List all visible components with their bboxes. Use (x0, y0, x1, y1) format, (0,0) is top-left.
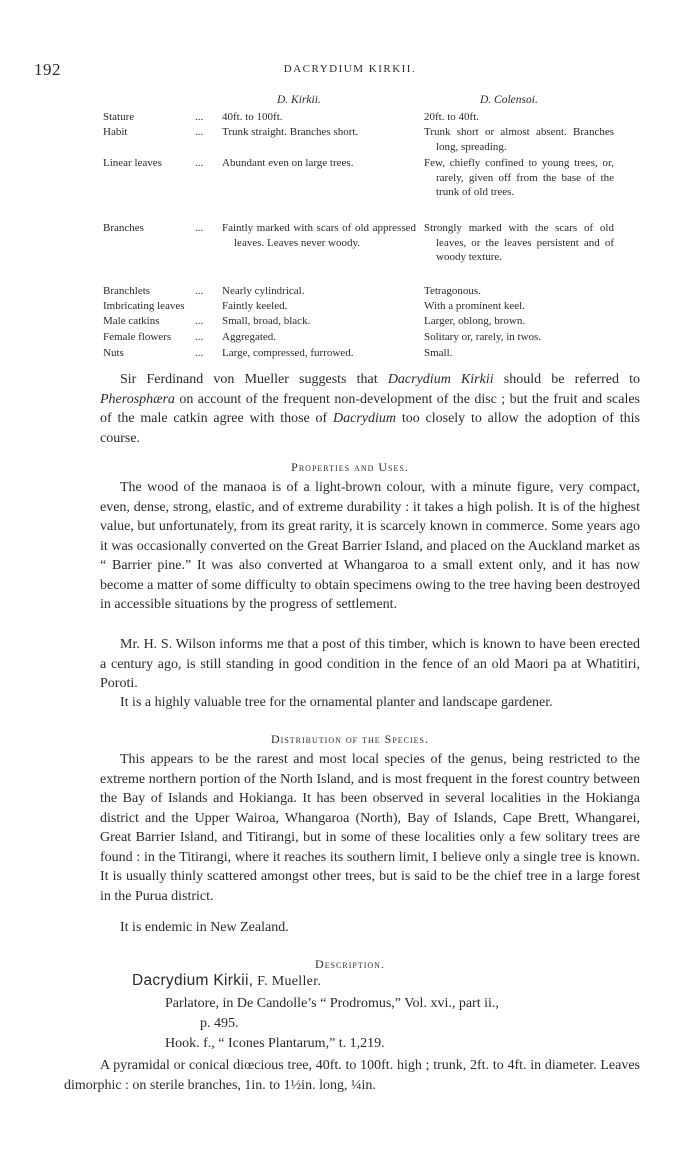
paragraph-wood: The wood of the manaoa is of a light-brown colour, with a minute figure, very compact, even, dense, strong, elastic, and of extreme durability : it takes a high polish. It is of the highest value, but unfortunately, from its great rarity, it is scarcely known in commerce. Some years ago it was occasionally converted on the Great Barrier Island, and placed on the Auckland market as “ Barrier pine.” It was also converted at Whangaroa to a small extent only, and it has now become a matter of some difficulty to obtain specimens owing to the tree having been destroyed in accessible situations by the progress of settlement. (100, 480, 640, 612)
running-head: DACRYDIUM KIRKII. (283, 63, 417, 75)
kirkii-cell: Faintly keeled. (222, 300, 288, 312)
colensoi-cell: With a prominent keel. (424, 300, 525, 312)
kirkii-cell: Faintly marked with scars of old appressed leaves. Leaves never woody. (222, 222, 416, 249)
paragraph-description: A pyramidal or conical diœcious tree, 40ft. to 100ft. high ; trunk, 2ft. to 4ft. in diameter. Leaves dimorphic : on sterile branches, 1in. to 1½in. long, ¼in. (64, 1058, 640, 1093)
synonymy-hooker: Hook. f., “ Icones Plantarum,” t. 1,219. (165, 1036, 385, 1051)
colensoi-cell: Larger, oblong, brown. (424, 315, 526, 327)
paragraph-endemic: It is endemic in New Zealand. (120, 920, 289, 935)
kirkii-cell: Small, broad, black. (222, 315, 311, 327)
colensoi-cell: Few, chiefly confined to young trees, or, rarely, given off from the base of the trunk of old trees. (424, 157, 614, 198)
colensoi-cell: Tetragonous. (424, 285, 481, 297)
row-label: Linear leaves ... (103, 157, 204, 169)
row-label: Female flowers ... (103, 331, 204, 343)
section-heading-description: Description. (315, 957, 385, 971)
paragraph-wilson: Mr. H. S. Wilson informs me that a post of this timber, which is known to have been erected a century ago, is still standing in good condition in the fence of an old Maori pa at Whatitiri, Poroti. (100, 637, 640, 691)
colensoi-cell: Trunk short or almost absent. Branches long, spreading. (424, 126, 614, 153)
kirkii-cell: 40ft. to 100ft. (222, 111, 283, 123)
species-name: Dacrydium Kirkii, F. Mueller. (132, 972, 322, 989)
synonymy-parlatore: Parlatore, in De Candolle’s “ Prodromus,” Vol. xvi., part ii., p. 495. (165, 996, 499, 1031)
colensoi-cell: Small. (424, 347, 453, 359)
page-number: 192 (34, 60, 61, 79)
kirkii-cell: Nearly cylindrical. (222, 285, 305, 297)
kirkii-cell: Aggregated. (222, 331, 277, 343)
colensoi-cell: Solitary or, rarely, in twos. (424, 331, 542, 343)
kirkii-cell: Abundant even on large trees. (222, 157, 354, 169)
kirkii-cell: Trunk straight. Branches short. (222, 126, 359, 138)
colensoi-cell: 20ft. to 40ft. (424, 111, 479, 123)
column-header-colensoi: D. Colensoi. (480, 94, 538, 106)
row-label: Nuts ... (103, 347, 204, 359)
row-label: Male catkins ... (103, 315, 204, 327)
row-label: Branchlets ... (103, 285, 204, 297)
section-heading-properties: Properties and Uses. (291, 460, 409, 474)
kirkii-cell: Large, compressed, furrowed. (222, 347, 354, 359)
row-label: Imbricating leaves (103, 300, 185, 312)
row-label: Stature ... (103, 111, 204, 123)
section-heading-distribution: Distribution of the Species. (270, 732, 429, 746)
paragraph-mueller: Sir Ferdinand von Mueller suggests that Dacrydium Kirkii should be referred to Pherosphæra on account of the frequent non-development of the disc ; but the fruit and scales of the male catkin agree with those of Dacrydium too closely to allow the adoption of this course. (100, 372, 641, 446)
paragraph-valuable: It is a highly valuable tree for the ornamental planter and landscape gardener. (120, 695, 553, 710)
column-header-kirkii: D. Kirkii. (277, 94, 321, 106)
colensoi-cell: Strongly marked with the scars of old leaves, or the leaves persistent and of woody texture. (424, 222, 614, 263)
paragraph-distribution: This appears to be the rarest and most local species of the genus, being restricted to the extreme northern portion of the North Island, and is most frequent in the forest country between the Bay of Islands and Hokianga. It has been observed in several localities in the Hokianga district and the Upper Wairoa, Whangaroa (North), Bay of Islands, Cape Brett, Whangarei, Great Barrier Island, and Titirangi, but in some of these localities only a few solitary trees are found : in the Titirangi, where it reaches its southern limit, I believe only a single tree is known. It is usually thinly scattered amongst other trees, but is said to be the chief tree in a large forest in the Purua district. (100, 752, 640, 904)
row-label: Branches ... (103, 222, 204, 234)
species-author: F. Mueller. (253, 974, 322, 989)
row-label: Habit ... (103, 126, 204, 138)
